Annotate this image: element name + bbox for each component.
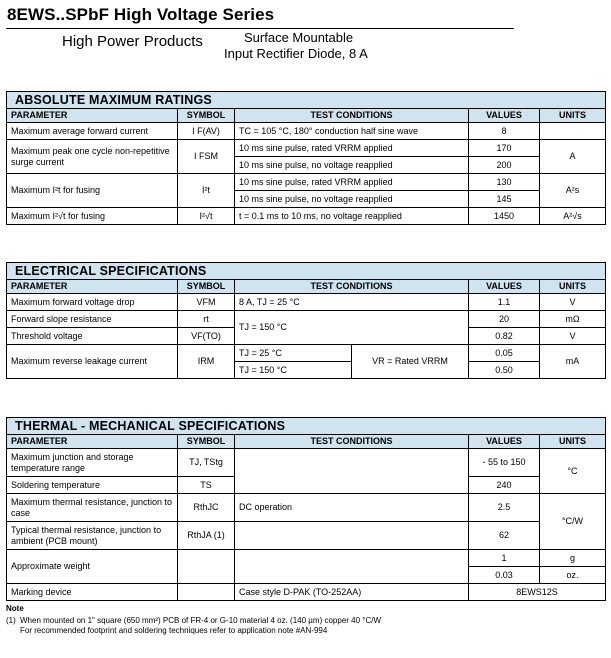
condition-cell: 10 ms sine pulse, no voltage reapplied (235, 157, 469, 174)
col-symbol: SYMBOL (178, 109, 235, 123)
condition-cell: Case style D-PAK (TO-252AA) (235, 584, 469, 601)
document-title: 8EWS..SPbF High Voltage Series (7, 5, 275, 24)
param-cell: Threshold voltage (7, 328, 178, 345)
section-title: THERMAL - MECHANICAL SPECIFICATIONS (7, 418, 606, 435)
param-cell: Soldering temperature (7, 477, 178, 494)
param-cell: Maximum I²t for fusing (7, 174, 178, 208)
condition-cell (235, 449, 469, 494)
symbol-cell (178, 550, 235, 584)
value-cell: 170 (469, 140, 540, 157)
value-cell: 8 (469, 123, 540, 140)
table-row (7, 494, 606, 522)
col-units: UNITS (540, 280, 606, 294)
condition-cell (235, 550, 469, 584)
unit-cell: °C (540, 449, 606, 494)
condition-cell: TJ = 25 °C (235, 345, 352, 362)
value-cell: 0.03 (469, 567, 540, 584)
note-title: Note (6, 604, 24, 613)
table-row (7, 584, 606, 601)
condition-cell: 10 ms sine pulse, rated VRRM applied (235, 174, 469, 191)
condition-cell: 10 ms sine pulse, no voltage reapplied (235, 191, 469, 208)
param-cell: Maximum forward voltage drop (7, 294, 178, 311)
footnote-2: For recommended footprint and soldering techniques refer to application note #AN-994 (20, 626, 328, 635)
unit-cell: oz. (540, 567, 606, 584)
param-cell: Maximum junction and storage temperature range (7, 449, 178, 477)
param-cell: Maximum reverse leakage current (7, 345, 178, 379)
symbol-cell: TS (178, 477, 235, 494)
col-parameter: PARAMETER (7, 435, 178, 449)
col-parameter: PARAMETER (7, 109, 178, 123)
symbol-cell: I F(AV) (178, 123, 235, 140)
value-cell: 2.5 (469, 494, 540, 522)
unit-cell: A²√s (540, 208, 606, 225)
condition-cell (235, 522, 469, 550)
param-cell: Maximum peak one cycle non-repetitive surge current (7, 140, 178, 174)
thermal-mechanical-specifications-table (6, 417, 606, 601)
param-cell: Marking device (7, 584, 178, 601)
value-cell: 0.82 (469, 328, 540, 345)
value-cell: 200 (469, 157, 540, 174)
symbol-cell: I FSM (178, 140, 235, 174)
symbol-cell: TJ, TStg (178, 449, 235, 477)
value-cell: 1450 (469, 208, 540, 225)
value-cell: 20 (469, 311, 540, 328)
value-cell: 1 (469, 550, 540, 567)
value-cell: 8EWS12S (469, 584, 606, 601)
condition-cell: VR = Rated VRRM (352, 345, 469, 379)
unit-cell (540, 123, 606, 140)
param-cell: Approximate weight (7, 550, 178, 584)
value-cell: 145 (469, 191, 540, 208)
col-test-conditions: TEST CONDITIONS (235, 109, 469, 123)
section-title: ELECTRICAL SPECIFICATIONS (7, 263, 606, 280)
table-row (7, 123, 606, 140)
section-title: ABSOLUTE MAXIMUM RATINGS (7, 92, 606, 109)
table-row (7, 550, 606, 567)
col-units: UNITS (540, 109, 606, 123)
col-parameter: PARAMETER (7, 280, 178, 294)
col-test-conditions: TEST CONDITIONS (235, 280, 469, 294)
table-row (7, 294, 606, 311)
symbol-cell: RthJA (1) (178, 522, 235, 550)
col-symbol: SYMBOL (178, 280, 235, 294)
table-row (7, 208, 606, 225)
col-units: UNITS (540, 435, 606, 449)
param-cell: Forward slope resistance (7, 311, 178, 328)
table-row (7, 345, 606, 362)
unit-cell: A (540, 140, 606, 174)
condition-cell: TJ = 150 °C (235, 362, 352, 379)
unit-cell: mΩ (540, 311, 606, 328)
condition-cell: 10 ms sine pulse, rated VRRM applied (235, 140, 469, 157)
condition-cell: TC = 105 °C, 180° conduction half sine wave (235, 123, 469, 140)
col-test-conditions: TEST CONDITIONS (235, 435, 469, 449)
table-row (7, 140, 606, 157)
param-cell: Maximum average forward current (7, 123, 178, 140)
symbol-cell: I²t (178, 174, 235, 208)
symbol-cell: I²√t (178, 208, 235, 225)
col-symbol: SYMBOL (178, 435, 235, 449)
condition-cell: t = 0.1 ms to 10 ms, no voltage reapplied (235, 208, 469, 225)
unit-cell: V (540, 294, 606, 311)
footnote-marker: (1) (6, 616, 16, 625)
footnote-1 (6, 616, 381, 626)
table-row (7, 174, 606, 191)
electrical-specifications-table (6, 262, 606, 379)
unit-cell: A²s (540, 174, 606, 208)
value-cell: 0.50 (469, 362, 540, 379)
product-line-1: Surface Mountable (244, 30, 354, 45)
symbol-cell: RthJC (178, 494, 235, 522)
table-row (7, 311, 606, 328)
product-category: High Power Products (62, 33, 203, 50)
condition-cell: TJ = 150 °C (235, 311, 469, 345)
condition-cell: 8 A, TJ = 25 °C (235, 294, 469, 311)
param-cell: Maximum I²√t for fusing (7, 208, 178, 225)
col-values: VALUES (469, 280, 540, 294)
table-row (7, 449, 606, 477)
col-values: VALUES (469, 435, 540, 449)
unit-cell: g (540, 550, 606, 567)
symbol-cell: VF(TO) (178, 328, 235, 345)
symbol-cell: IRM (178, 345, 235, 379)
col-values: VALUES (469, 109, 540, 123)
value-cell: 240 (469, 477, 540, 494)
table-row (7, 522, 606, 550)
value-cell: 130 (469, 174, 540, 191)
value-cell: - 55 to 150 (469, 449, 540, 477)
symbol-cell (178, 584, 235, 601)
param-cell: Typical thermal resistance, junction to ambient (PCB mount) (7, 522, 178, 550)
symbol-cell: rt (178, 311, 235, 328)
param-cell: Maximum thermal resistance, junction to case (7, 494, 178, 522)
product-description (224, 30, 368, 62)
symbol-cell: VFM (178, 294, 235, 311)
condition-cell: DC operation (235, 494, 469, 522)
value-cell: 62 (469, 522, 540, 550)
footnote-text: When mounted on 1" square (650 mm²) PCB of FR-4 or G-10 material 4 oz. (140 µm) copper 40 °C/W (20, 616, 382, 625)
absolute-maximum-ratings-table (6, 91, 606, 225)
title-rule (6, 28, 514, 29)
value-cell: 1.1 (469, 294, 540, 311)
value-cell: 0.05 (469, 345, 540, 362)
unit-cell: °C/W (540, 494, 606, 550)
unit-cell: mA (540, 345, 606, 379)
product-line-2: Input Rectifier Diode, 8 A (224, 46, 368, 61)
unit-cell: V (540, 328, 606, 345)
